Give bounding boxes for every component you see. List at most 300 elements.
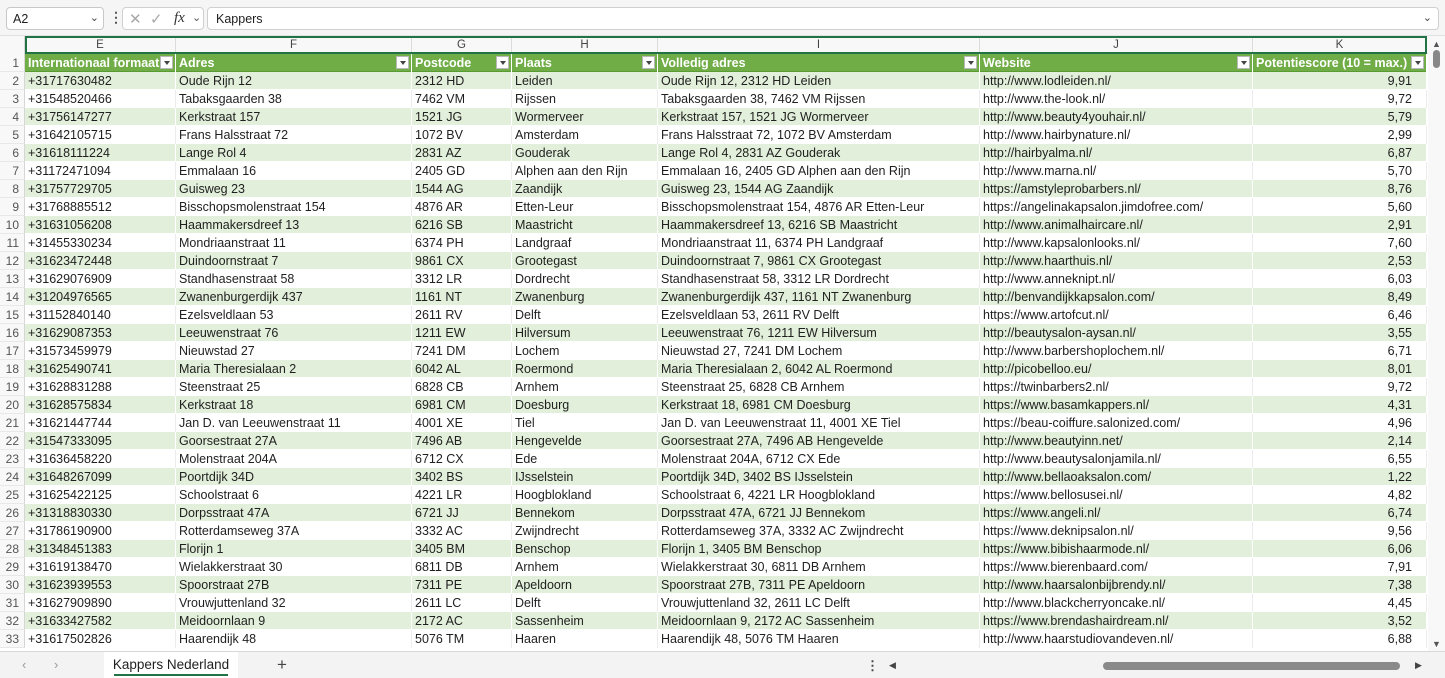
- cell-website[interactable]: http://www.beauty4youhair.nl/: [980, 108, 1253, 126]
- name-box[interactable]: [6, 7, 104, 30]
- cell-postcode[interactable]: 2405 GD: [412, 162, 512, 180]
- cell-potentiescore[interactable]: 9,91: [1253, 72, 1427, 90]
- enter-icon[interactable]: ✓: [150, 11, 163, 28]
- cell-adres[interactable]: Kerkstraat 157: [176, 108, 412, 126]
- cell-plaats[interactable]: Alphen aan den Rijn: [512, 162, 658, 180]
- cell-adres[interactable]: Nieuwstad 27: [176, 342, 412, 360]
- cell-potentiescore[interactable]: 8,01: [1253, 360, 1427, 378]
- cell-internationaal-formaat[interactable]: +31617502826: [25, 630, 176, 648]
- cell-postcode[interactable]: 3332 AC: [412, 522, 512, 540]
- cell-postcode[interactable]: 7241 DM: [412, 342, 512, 360]
- cell-website[interactable]: http://hairbyalma.nl/: [980, 144, 1253, 162]
- row-header[interactable]: 23: [0, 450, 25, 468]
- cell-plaats[interactable]: Rijssen: [512, 90, 658, 108]
- cell-postcode[interactable]: 6216 SB: [412, 216, 512, 234]
- cell-potentiescore[interactable]: 4,82: [1253, 486, 1427, 504]
- cell-volledig-adres[interactable]: Vrouwjuttenland 32, 2611 LC Delft: [658, 594, 980, 612]
- cell-website[interactable]: http://www.animalhaircare.nl/: [980, 216, 1253, 234]
- cell-potentiescore[interactable]: 3,55: [1253, 324, 1427, 342]
- cell-plaats[interactable]: Arnhem: [512, 378, 658, 396]
- cell-volledig-adres[interactable]: Mondriaanstraat 11, 6374 PH Landgraaf: [658, 234, 980, 252]
- expand-formula-bar-icon[interactable]: ⌄: [1422, 12, 1432, 24]
- cell-adres[interactable]: Vrouwjuttenland 32: [176, 594, 412, 612]
- cell-adres[interactable]: Meidoornlaan 9: [176, 612, 412, 630]
- cell-potentiescore[interactable]: 8,76: [1253, 180, 1427, 198]
- cell-plaats[interactable]: Delft: [512, 594, 658, 612]
- cell-internationaal-formaat[interactable]: +31631056208: [25, 216, 176, 234]
- cell-internationaal-formaat[interactable]: +31627909890: [25, 594, 176, 612]
- cell-plaats[interactable]: Delft: [512, 306, 658, 324]
- cell-volledig-adres[interactable]: Duindoornstraat 7, 9861 CX Grootegast: [658, 252, 980, 270]
- header-cell-volledig-adres[interactable]: [658, 54, 980, 72]
- column-header-k[interactable]: K: [1253, 36, 1427, 54]
- vertical-scrollbar[interactable]: [1428, 36, 1445, 651]
- header-cell-plaats[interactable]: [512, 54, 658, 72]
- cell-postcode[interactable]: 9861 CX: [412, 252, 512, 270]
- cell-internationaal-formaat[interactable]: +31648267099: [25, 468, 176, 486]
- cell-plaats[interactable]: Doesburg: [512, 396, 658, 414]
- cell-volledig-adres[interactable]: Leeuwenstraat 76, 1211 EW Hilversum: [658, 324, 980, 342]
- cell-volledig-adres[interactable]: Haarendijk 48, 5076 TM Haaren: [658, 630, 980, 648]
- cell-internationaal-formaat[interactable]: +31152840140: [25, 306, 176, 324]
- cell-website[interactable]: http://picobelloo.eu/: [980, 360, 1253, 378]
- row-header[interactable]: 33: [0, 630, 25, 648]
- cell-adres[interactable]: Lange Rol 4: [176, 144, 412, 162]
- row-header[interactable]: 12: [0, 252, 25, 270]
- cell-website[interactable]: http://www.haarstudiovandeven.nl/: [980, 630, 1253, 648]
- scroll-left-icon[interactable]: ◀: [889, 660, 896, 670]
- cell-plaats[interactable]: Roermond: [512, 360, 658, 378]
- cell-internationaal-formaat[interactable]: +31768885512: [25, 198, 176, 216]
- horizontal-scroll-thumb[interactable]: [1103, 662, 1400, 670]
- insert-function-button[interactable]: fx: [174, 10, 185, 26]
- header-cell-internationaal-formaat[interactable]: [25, 54, 176, 72]
- cell-website[interactable]: http://www.barbershoplochem.nl/: [980, 342, 1253, 360]
- cell-adres[interactable]: Steenstraat 25: [176, 378, 412, 396]
- cell-internationaal-formaat[interactable]: +31717630482: [25, 72, 176, 90]
- cell-website[interactable]: http://www.hairbynature.nl/: [980, 126, 1253, 144]
- cell-potentiescore[interactable]: 6,71: [1253, 342, 1427, 360]
- cell-volledig-adres[interactable]: Kerkstraat 18, 6981 CM Doesburg: [658, 396, 980, 414]
- scroll-right-icon[interactable]: ▶: [1415, 660, 1422, 670]
- cell-website[interactable]: https://twinbarbers2.nl/: [980, 378, 1253, 396]
- cell-volledig-adres[interactable]: Dorpsstraat 47A, 6721 JJ Bennekom: [658, 504, 980, 522]
- row-header[interactable]: 19: [0, 378, 25, 396]
- cell-adres[interactable]: Emmalaan 16: [176, 162, 412, 180]
- cell-internationaal-formaat[interactable]: +31621447744: [25, 414, 176, 432]
- cell-potentiescore[interactable]: 1,22: [1253, 468, 1427, 486]
- cell-postcode[interactable]: 7462 VM: [412, 90, 512, 108]
- cell-potentiescore[interactable]: 4,31: [1253, 396, 1427, 414]
- cell-website[interactable]: http://www.beautysalonjamila.nl/: [980, 450, 1253, 468]
- cell-plaats[interactable]: Ede: [512, 450, 658, 468]
- cell-potentiescore[interactable]: 9,56: [1253, 522, 1427, 540]
- cell-website[interactable]: http://www.blackcherryoncake.nl/: [980, 594, 1253, 612]
- cell-website[interactable]: https://www.basamkappers.nl/: [980, 396, 1253, 414]
- cell-volledig-adres[interactable]: Molenstraat 204A, 6712 CX Ede: [658, 450, 980, 468]
- cell-plaats[interactable]: Zwijndrecht: [512, 522, 658, 540]
- row-header[interactable]: 7: [0, 162, 25, 180]
- cell-volledig-adres[interactable]: Nieuwstad 27, 7241 DM Lochem: [658, 342, 980, 360]
- cell-adres[interactable]: Tabaksgaarden 38: [176, 90, 412, 108]
- row-header[interactable]: 1: [0, 54, 25, 72]
- cell-adres[interactable]: Frans Halsstraat 72: [176, 126, 412, 144]
- cell-volledig-adres[interactable]: Haammakersdreef 13, 6216 SB Maastricht: [658, 216, 980, 234]
- cell-plaats[interactable]: Grootegast: [512, 252, 658, 270]
- cell-postcode[interactable]: 6712 CX: [412, 450, 512, 468]
- cell-postcode[interactable]: 1161 NT: [412, 288, 512, 306]
- cell-plaats[interactable]: Etten-Leur: [512, 198, 658, 216]
- cell-postcode[interactable]: 7311 PE: [412, 576, 512, 594]
- cell-plaats[interactable]: Leiden: [512, 72, 658, 90]
- cell-potentiescore[interactable]: 5,60: [1253, 198, 1427, 216]
- cell-postcode[interactable]: 6828 CB: [412, 378, 512, 396]
- cell-internationaal-formaat[interactable]: +31757729705: [25, 180, 176, 198]
- filter-dropdown-icon[interactable]: [642, 56, 655, 69]
- cell-website[interactable]: http://www.the-look.nl/: [980, 90, 1253, 108]
- cell-adres[interactable]: Ezelsveldlaan 53: [176, 306, 412, 324]
- cell-adres[interactable]: Wielakkerstraat 30: [176, 558, 412, 576]
- header-cell-adres[interactable]: [176, 54, 412, 72]
- row-header[interactable]: 15: [0, 306, 25, 324]
- column-header-g[interactable]: G: [412, 36, 512, 54]
- row-header[interactable]: 8: [0, 180, 25, 198]
- cell-internationaal-formaat[interactable]: +31619138470: [25, 558, 176, 576]
- cell-potentiescore[interactable]: 6,03: [1253, 270, 1427, 288]
- cell-website[interactable]: http://benvandijkkapsalon.com/: [980, 288, 1253, 306]
- cell-adres[interactable]: Molenstraat 204A: [176, 450, 412, 468]
- cell-website[interactable]: https://angelinakapsalon.jimdofree.com/: [980, 198, 1253, 216]
- cell-internationaal-formaat[interactable]: +31786190900: [25, 522, 176, 540]
- cell-volledig-adres[interactable]: Poortdijk 34D, 3402 BS IJsselstein: [658, 468, 980, 486]
- cell-website[interactable]: http://www.haarthuis.nl/: [980, 252, 1253, 270]
- cell-potentiescore[interactable]: 9,72: [1253, 90, 1427, 108]
- select-all-corner[interactable]: [0, 36, 25, 54]
- cell-website[interactable]: http://beautysalon-aysan.nl/: [980, 324, 1253, 342]
- cell-adres[interactable]: Poortdijk 34D: [176, 468, 412, 486]
- cell-plaats[interactable]: Benschop: [512, 540, 658, 558]
- cell-postcode[interactable]: 2312 HD: [412, 72, 512, 90]
- row-header[interactable]: 28: [0, 540, 25, 558]
- row-header[interactable]: 26: [0, 504, 25, 522]
- cell-volledig-adres[interactable]: Steenstraat 25, 6828 CB Arnhem: [658, 378, 980, 396]
- cell-internationaal-formaat[interactable]: +31756147277: [25, 108, 176, 126]
- cell-internationaal-formaat[interactable]: +31628831288: [25, 378, 176, 396]
- cell-adres[interactable]: Jan D. van Leeuwenstraat 11: [176, 414, 412, 432]
- cell-postcode[interactable]: 6811 DB: [412, 558, 512, 576]
- cell-volledig-adres[interactable]: Maria Theresialaan 2, 6042 AL Roermond: [658, 360, 980, 378]
- cell-adres[interactable]: Oude Rijn 12: [176, 72, 412, 90]
- cell-plaats[interactable]: Apeldoorn: [512, 576, 658, 594]
- row-header[interactable]: 2: [0, 72, 25, 90]
- row-header[interactable]: 31: [0, 594, 25, 612]
- cell-website[interactable]: http://www.bellaoaksalon.com/: [980, 468, 1253, 486]
- row-header[interactable]: 6: [0, 144, 25, 162]
- cell-website[interactable]: http://www.anneknipt.nl/: [980, 270, 1253, 288]
- spreadsheet-grid[interactable]: [0, 36, 1428, 651]
- add-sheet-icon[interactable]: +: [277, 655, 287, 674]
- row-header[interactable]: 14: [0, 288, 25, 306]
- row-header[interactable]: 13: [0, 270, 25, 288]
- cell-postcode[interactable]: 6374 PH: [412, 234, 512, 252]
- cell-plaats[interactable]: Landgraaf: [512, 234, 658, 252]
- cell-postcode[interactable]: 2172 AC: [412, 612, 512, 630]
- cell-potentiescore[interactable]: 6,87: [1253, 144, 1427, 162]
- cell-plaats[interactable]: Sassenheim: [512, 612, 658, 630]
- cell-adres[interactable]: Leeuwenstraat 76: [176, 324, 412, 342]
- cell-volledig-adres[interactable]: Meidoornlaan 9, 2172 AC Sassenheim: [658, 612, 980, 630]
- header-cell-potentiescore[interactable]: [1253, 54, 1427, 72]
- cell-volledig-adres[interactable]: Frans Halsstraat 72, 1072 BV Amsterdam: [658, 126, 980, 144]
- cell-plaats[interactable]: Gouderak: [512, 144, 658, 162]
- cell-plaats[interactable]: Hoogblokland: [512, 486, 658, 504]
- cell-potentiescore[interactable]: 2,53: [1253, 252, 1427, 270]
- cell-potentiescore[interactable]: 4,96: [1253, 414, 1427, 432]
- cell-adres[interactable]: Schoolstraat 6: [176, 486, 412, 504]
- cell-plaats[interactable]: Wormerveer: [512, 108, 658, 126]
- cell-adres[interactable]: Goorsestraat 27A: [176, 432, 412, 450]
- cell-postcode[interactable]: 2611 RV: [412, 306, 512, 324]
- cell-plaats[interactable]: Arnhem: [512, 558, 658, 576]
- filter-dropdown-icon[interactable]: [1411, 56, 1424, 69]
- cell-plaats[interactable]: Maastricht: [512, 216, 658, 234]
- cell-volledig-adres[interactable]: Oude Rijn 12, 2312 HD Leiden: [658, 72, 980, 90]
- cell-adres[interactable]: Guisweg 23: [176, 180, 412, 198]
- cell-postcode[interactable]: 7496 AB: [412, 432, 512, 450]
- cell-internationaal-formaat[interactable]: +31172471094: [25, 162, 176, 180]
- cell-potentiescore[interactable]: 7,38: [1253, 576, 1427, 594]
- cell-plaats[interactable]: Tiel: [512, 414, 658, 432]
- cell-website[interactable]: https://www.angeli.nl/: [980, 504, 1253, 522]
- cell-postcode[interactable]: 6721 JJ: [412, 504, 512, 522]
- cell-postcode[interactable]: 3312 LR: [412, 270, 512, 288]
- cell-internationaal-formaat[interactable]: +31618111224: [25, 144, 176, 162]
- row-header[interactable]: 18: [0, 360, 25, 378]
- cell-internationaal-formaat[interactable]: +31455330234: [25, 234, 176, 252]
- cell-postcode[interactable]: 2611 LC: [412, 594, 512, 612]
- cell-volledig-adres[interactable]: Wielakkerstraat 30, 6811 DB Arnhem: [658, 558, 980, 576]
- cell-plaats[interactable]: Hilversum: [512, 324, 658, 342]
- cell-website[interactable]: http://www.beautyinn.net/: [980, 432, 1253, 450]
- cell-adres[interactable]: Rotterdamseweg 37A: [176, 522, 412, 540]
- column-header-j[interactable]: J: [980, 36, 1253, 54]
- cell-postcode[interactable]: 4001 XE: [412, 414, 512, 432]
- cell-volledig-adres[interactable]: Zwanenburgerdijk 437, 1161 NT Zwanenburg: [658, 288, 980, 306]
- row-header[interactable]: 11: [0, 234, 25, 252]
- cell-volledig-adres[interactable]: Bisschopsmolenstraat 154, 4876 AR Etten-Leur: [658, 198, 980, 216]
- cell-potentiescore[interactable]: 2,91: [1253, 216, 1427, 234]
- cell-plaats[interactable]: Zwanenburg: [512, 288, 658, 306]
- cell-adres[interactable]: Zwanenburgerdijk 437: [176, 288, 412, 306]
- cell-volledig-adres[interactable]: Lange Rol 4, 2831 AZ Gouderak: [658, 144, 980, 162]
- cell-potentiescore[interactable]: 3,52: [1253, 612, 1427, 630]
- more-options-icon[interactable]: ⋮: [866, 658, 879, 673]
- cell-internationaal-formaat[interactable]: +31625490741: [25, 360, 176, 378]
- cell-adres[interactable]: Bisschopsmolenstraat 154: [176, 198, 412, 216]
- cell-volledig-adres[interactable]: Emmalaan 16, 2405 GD Alphen aan den Rijn: [658, 162, 980, 180]
- cell-website[interactable]: https://www.brendashairdream.nl/: [980, 612, 1253, 630]
- cell-adres[interactable]: Dorpsstraat 47A: [176, 504, 412, 522]
- row-header[interactable]: 30: [0, 576, 25, 594]
- filter-dropdown-icon[interactable]: [1237, 56, 1250, 69]
- cell-internationaal-formaat[interactable]: +31318830330: [25, 504, 176, 522]
- cell-potentiescore[interactable]: 7,60: [1253, 234, 1427, 252]
- cell-volledig-adres[interactable]: Rotterdamseweg 37A, 3332 AC Zwijndrecht: [658, 522, 980, 540]
- cell-potentiescore[interactable]: 9,72: [1253, 378, 1427, 396]
- cell-potentiescore[interactable]: 8,49: [1253, 288, 1427, 306]
- cell-website[interactable]: https://beau-coiffure.salonized.com/: [980, 414, 1253, 432]
- cell-plaats[interactable]: Dordrecht: [512, 270, 658, 288]
- cell-volledig-adres[interactable]: Goorsestraat 27A, 7496 AB Hengevelde: [658, 432, 980, 450]
- header-cell-postcode[interactable]: [412, 54, 512, 72]
- vertical-scroll-thumb[interactable]: [1433, 50, 1440, 68]
- cell-postcode[interactable]: 4876 AR: [412, 198, 512, 216]
- more-options-icon[interactable]: ⋮: [109, 9, 122, 25]
- column-header-f[interactable]: F: [176, 36, 412, 54]
- cell-volledig-adres[interactable]: Spoorstraat 27B, 7311 PE Apeldoorn: [658, 576, 980, 594]
- cell-volledig-adres[interactable]: Guisweg 23, 1544 AG Zaandijk: [658, 180, 980, 198]
- cell-adres[interactable]: Standhasenstraat 58: [176, 270, 412, 288]
- header-cell-website[interactable]: [980, 54, 1253, 72]
- row-header[interactable]: 4: [0, 108, 25, 126]
- cell-website[interactable]: https://www.bellosusei.nl/: [980, 486, 1253, 504]
- cell-potentiescore[interactable]: 6,06: [1253, 540, 1427, 558]
- cell-potentiescore[interactable]: 6,88: [1253, 630, 1427, 648]
- cell-plaats[interactable]: Amsterdam: [512, 126, 658, 144]
- cell-plaats[interactable]: IJsselstein: [512, 468, 658, 486]
- cell-postcode[interactable]: 1521 JG: [412, 108, 512, 126]
- cell-internationaal-formaat[interactable]: +31629087353: [25, 324, 176, 342]
- cell-adres[interactable]: Florijn 1: [176, 540, 412, 558]
- cell-internationaal-formaat[interactable]: +31573459979: [25, 342, 176, 360]
- cell-potentiescore[interactable]: 2,14: [1253, 432, 1427, 450]
- cell-volledig-adres[interactable]: Schoolstraat 6, 4221 LR Hoogblokland: [658, 486, 980, 504]
- cell-plaats[interactable]: Zaandijk: [512, 180, 658, 198]
- row-header[interactable]: 17: [0, 342, 25, 360]
- cell-website[interactable]: http://www.marna.nl/: [980, 162, 1253, 180]
- cell-potentiescore[interactable]: 7,91: [1253, 558, 1427, 576]
- cell-internationaal-formaat[interactable]: +31623939553: [25, 576, 176, 594]
- cell-internationaal-formaat[interactable]: +31629076909: [25, 270, 176, 288]
- cell-website[interactable]: https://www.bibishaarmode.nl/: [980, 540, 1253, 558]
- cell-adres[interactable]: Maria Theresialaan 2: [176, 360, 412, 378]
- formula-input[interactable]: [207, 7, 1439, 30]
- cell-website[interactable]: https://www.bierenbaard.com/: [980, 558, 1253, 576]
- cell-postcode[interactable]: 6981 CM: [412, 396, 512, 414]
- cell-adres[interactable]: Spoorstraat 27B: [176, 576, 412, 594]
- filter-dropdown-icon[interactable]: [496, 56, 509, 69]
- cell-potentiescore[interactable]: 6,74: [1253, 504, 1427, 522]
- cell-plaats[interactable]: Lochem: [512, 342, 658, 360]
- scroll-down-icon[interactable]: ▼: [1432, 639, 1441, 649]
- cell-plaats[interactable]: Hengevelde: [512, 432, 658, 450]
- cell-volledig-adres[interactable]: Tabaksgaarden 38, 7462 VM Rijssen: [658, 90, 980, 108]
- cell-website[interactable]: http://www.kapsalonlooks.nl/: [980, 234, 1253, 252]
- cell-plaats[interactable]: Bennekom: [512, 504, 658, 522]
- row-header[interactable]: 25: [0, 486, 25, 504]
- cell-postcode[interactable]: 6042 AL: [412, 360, 512, 378]
- cell-plaats[interactable]: Haaren: [512, 630, 658, 648]
- row-header[interactable]: 29: [0, 558, 25, 576]
- cell-postcode[interactable]: 3405 BM: [412, 540, 512, 558]
- cell-internationaal-formaat[interactable]: +31204976565: [25, 288, 176, 306]
- cell-website[interactable]: https://www.deknipsalon.nl/: [980, 522, 1253, 540]
- row-header[interactable]: 9: [0, 198, 25, 216]
- row-header[interactable]: 10: [0, 216, 25, 234]
- cell-volledig-adres[interactable]: Jan D. van Leeuwenstraat 11, 4001 XE Tiel: [658, 414, 980, 432]
- filter-dropdown-icon[interactable]: [160, 56, 173, 69]
- cell-adres[interactable]: Haammakersdreef 13: [176, 216, 412, 234]
- cell-adres[interactable]: Duindoornstraat 7: [176, 252, 412, 270]
- cell-internationaal-formaat[interactable]: +31348451383: [25, 540, 176, 558]
- cell-internationaal-formaat[interactable]: +31642105715: [25, 126, 176, 144]
- row-header[interactable]: 27: [0, 522, 25, 540]
- cell-internationaal-formaat[interactable]: +31548520466: [25, 90, 176, 108]
- chevron-down-icon[interactable]: ⌄: [89, 12, 99, 24]
- row-header[interactable]: 32: [0, 612, 25, 630]
- cell-volledig-adres[interactable]: Ezelsveldlaan 53, 2611 RV Delft: [658, 306, 980, 324]
- cell-adres[interactable]: Mondriaanstraat 11: [176, 234, 412, 252]
- cell-website[interactable]: http://www.haarsalonbijbrendy.nl/: [980, 576, 1253, 594]
- cell-postcode[interactable]: 1544 AG: [412, 180, 512, 198]
- cell-website[interactable]: https://www.artofcut.nl/: [980, 306, 1253, 324]
- cell-website[interactable]: http://www.lodleiden.nl/: [980, 72, 1253, 90]
- next-sheet-icon[interactable]: ›: [54, 657, 59, 672]
- row-header[interactable]: 20: [0, 396, 25, 414]
- cell-internationaal-formaat[interactable]: +31628575834: [25, 396, 176, 414]
- row-header[interactable]: 3: [0, 90, 25, 108]
- cell-postcode[interactable]: 1072 BV: [412, 126, 512, 144]
- cancel-icon[interactable]: ✕: [129, 11, 142, 28]
- filter-dropdown-icon[interactable]: [964, 56, 977, 69]
- chevron-down-icon[interactable]: ⌄: [192, 12, 202, 24]
- column-header-e[interactable]: E: [25, 36, 176, 54]
- cell-postcode[interactable]: 5076 TM: [412, 630, 512, 648]
- column-header-h[interactable]: H: [512, 36, 658, 54]
- cell-adres[interactable]: Kerkstraat 18: [176, 396, 412, 414]
- row-header[interactable]: 22: [0, 432, 25, 450]
- cell-volledig-adres[interactable]: Kerkstraat 157, 1521 JG Wormerveer: [658, 108, 980, 126]
- previous-sheet-icon[interactable]: ‹: [22, 657, 27, 672]
- cell-postcode[interactable]: 4221 LR: [412, 486, 512, 504]
- cell-internationaal-formaat[interactable]: +31636458220: [25, 450, 176, 468]
- sheet-tab-kappers-nederland[interactable]: [104, 652, 238, 678]
- row-header[interactable]: 5: [0, 126, 25, 144]
- cell-potentiescore[interactable]: 6,55: [1253, 450, 1427, 468]
- cell-internationaal-formaat[interactable]: +31625422125: [25, 486, 176, 504]
- cell-adres[interactable]: Haarendijk 48: [176, 630, 412, 648]
- cell-potentiescore[interactable]: 2,99: [1253, 126, 1427, 144]
- cell-internationaal-formaat[interactable]: +31633427582: [25, 612, 176, 630]
- row-header[interactable]: 21: [0, 414, 25, 432]
- cell-potentiescore[interactable]: 5,79: [1253, 108, 1427, 126]
- cell-internationaal-formaat[interactable]: +31623472448: [25, 252, 176, 270]
- filter-dropdown-icon[interactable]: [396, 56, 409, 69]
- row-header[interactable]: 16: [0, 324, 25, 342]
- cell-volledig-adres[interactable]: Florijn 1, 3405 BM Benschop: [658, 540, 980, 558]
- cell-postcode[interactable]: 1211 EW: [412, 324, 512, 342]
- column-header-i[interactable]: I: [658, 36, 980, 54]
- cell-postcode[interactable]: 3402 BS: [412, 468, 512, 486]
- cell-internationaal-formaat[interactable]: +31547333095: [25, 432, 176, 450]
- cell-potentiescore[interactable]: 4,45: [1253, 594, 1427, 612]
- cell-potentiescore[interactable]: 6,46: [1253, 306, 1427, 324]
- cell-potentiescore[interactable]: 5,70: [1253, 162, 1427, 180]
- row-header[interactable]: 24: [0, 468, 25, 486]
- cell-website[interactable]: https://amstyleprobarbers.nl/: [980, 180, 1253, 198]
- cell-volledig-adres[interactable]: Standhasenstraat 58, 3312 LR Dordrecht: [658, 270, 980, 288]
- cell-postcode[interactable]: 2831 AZ: [412, 144, 512, 162]
